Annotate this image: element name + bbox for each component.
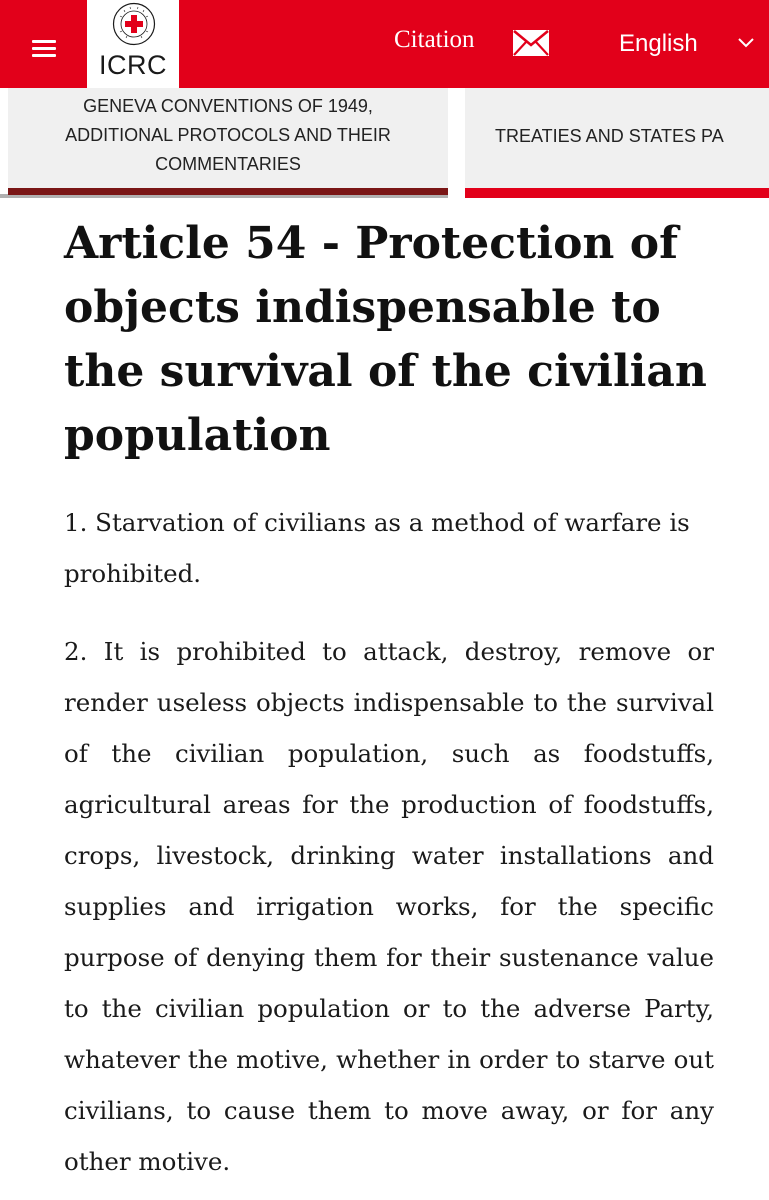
citation-link[interactable]: Citation	[394, 26, 475, 53]
article-paragraph-1: 1. Starvation of civilians as a method of warfare is prohibited.	[64, 508, 690, 588]
hamburger-menu-icon[interactable]	[24, 30, 64, 66]
menu-line	[32, 47, 56, 50]
red-cross-emblem-icon	[112, 2, 156, 46]
menu-line	[32, 54, 56, 57]
tab-label: GENEVA CONVENTIONS OF 1949, ADDITIONAL PROTOCOLS AND THEIR COMMENTARIES	[65, 96, 391, 174]
article-paragraph-2: 2. It is prohibited to attack, destroy, remove or render useless objects indispensable to the survival of the civilian population, such as foodstuffs, agricultural areas for the production of foodstuffs, crops, livestock, drinking water installations and supplies and irrigation works, for the specific purpose of denying them for their sustenance value to the civilian population or to the adverse Party, whatever the motive, whether in order to starve out civilians, to cause them to move away, or for any other motive.	[64, 637, 714, 1176]
envelope-icon[interactable]	[512, 29, 550, 57]
tab-indicator	[465, 188, 769, 198]
article-title: Article 54 - Protection of objects indispensable to the survival of the civilian population	[64, 218, 707, 461]
icrc-logo[interactable]	[87, 0, 179, 88]
tab-treaties-and-states-parties[interactable]	[465, 88, 769, 198]
tab-active-indicator	[8, 188, 448, 198]
menu-line	[32, 40, 56, 43]
tab-geneva-conventions[interactable]	[8, 88, 448, 198]
tab-label: TREATIES AND STATES PA	[495, 126, 724, 146]
logo-text: ICRC	[99, 50, 167, 80]
language-selected-label: English	[619, 30, 698, 57]
top-header-bar	[0, 0, 769, 88]
chevron-down-icon	[736, 36, 756, 50]
language-select[interactable]	[619, 28, 769, 64]
